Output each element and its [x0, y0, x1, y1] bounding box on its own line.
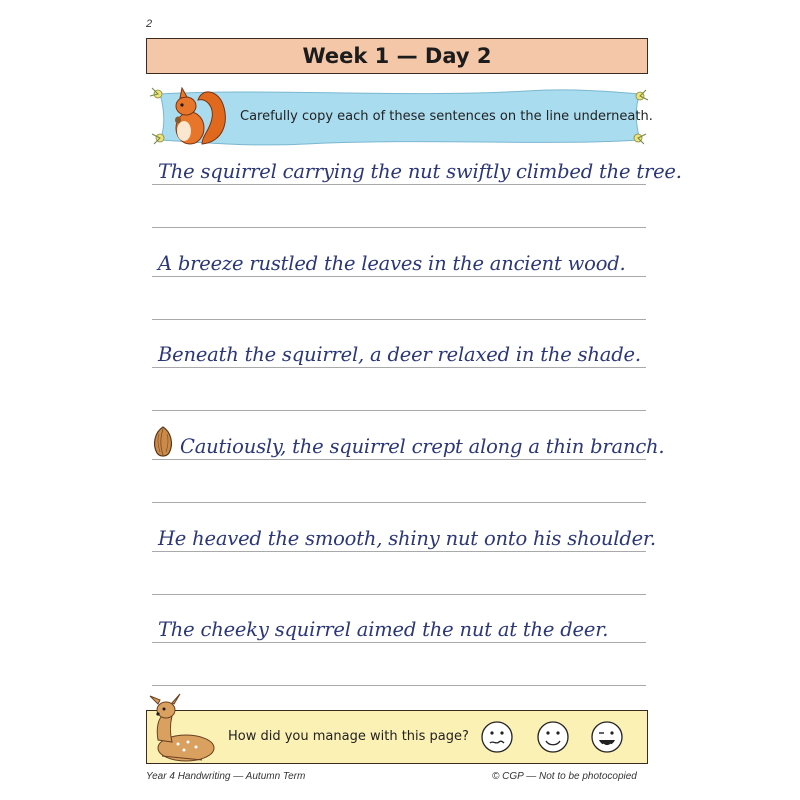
- copy-line[interactable]: [152, 685, 646, 686]
- sentence-2: A breeze rustled the leaves in the ancient wood.: [158, 252, 626, 275]
- sentence-baseline: [152, 551, 646, 552]
- copy-line[interactable]: [152, 502, 646, 503]
- copy-line[interactable]: [152, 410, 646, 411]
- smile-face-icon[interactable]: [536, 720, 570, 754]
- sentence-baseline: [152, 459, 646, 460]
- self-assessment-question: How did you manage with this page?: [228, 729, 469, 744]
- flower-icon: [636, 90, 648, 100]
- copy-line[interactable]: [152, 594, 646, 595]
- unsure-face-icon[interactable]: [480, 720, 514, 754]
- footer-book-title: Year 4 Handwriting — Autumn Term: [146, 771, 306, 782]
- page-title: Week 1 — Day 2: [302, 44, 492, 68]
- squirrel-icon: [162, 84, 232, 150]
- deer-icon: [142, 690, 222, 766]
- copy-line[interactable]: [152, 227, 646, 228]
- sentence-4: Cautiously, the squirrel crept along a thin branch.: [180, 435, 665, 458]
- page-number: 2: [146, 18, 153, 30]
- copy-line[interactable]: [152, 319, 646, 320]
- footer-copyright: © CGP — Not to be photocopied: [492, 771, 637, 782]
- sentence-5: He heaved the smooth, shiny nut onto his shoulder.: [158, 527, 656, 550]
- sentence-baseline: [152, 642, 646, 643]
- sentence-baseline: [152, 184, 646, 185]
- page-title-bar: [146, 38, 648, 74]
- flower-icon: [634, 134, 646, 144]
- sentence-baseline: [152, 367, 646, 368]
- sentence-6: The cheeky squirrel aimed the nut at the deer.: [158, 618, 609, 641]
- sentence-1: The squirrel carrying the nut swiftly climbed the tree.: [158, 160, 682, 183]
- wink-face-icon[interactable]: [590, 720, 624, 754]
- sentence-3: Beneath the squirrel, a deer relaxed in the shade.: [158, 343, 641, 366]
- sentence-baseline: [152, 276, 646, 277]
- flower-icon: [150, 88, 162, 98]
- instruction-text: Carefully copy each of these sentences on the line underneath.: [240, 109, 653, 124]
- nut-icon: [151, 426, 175, 458]
